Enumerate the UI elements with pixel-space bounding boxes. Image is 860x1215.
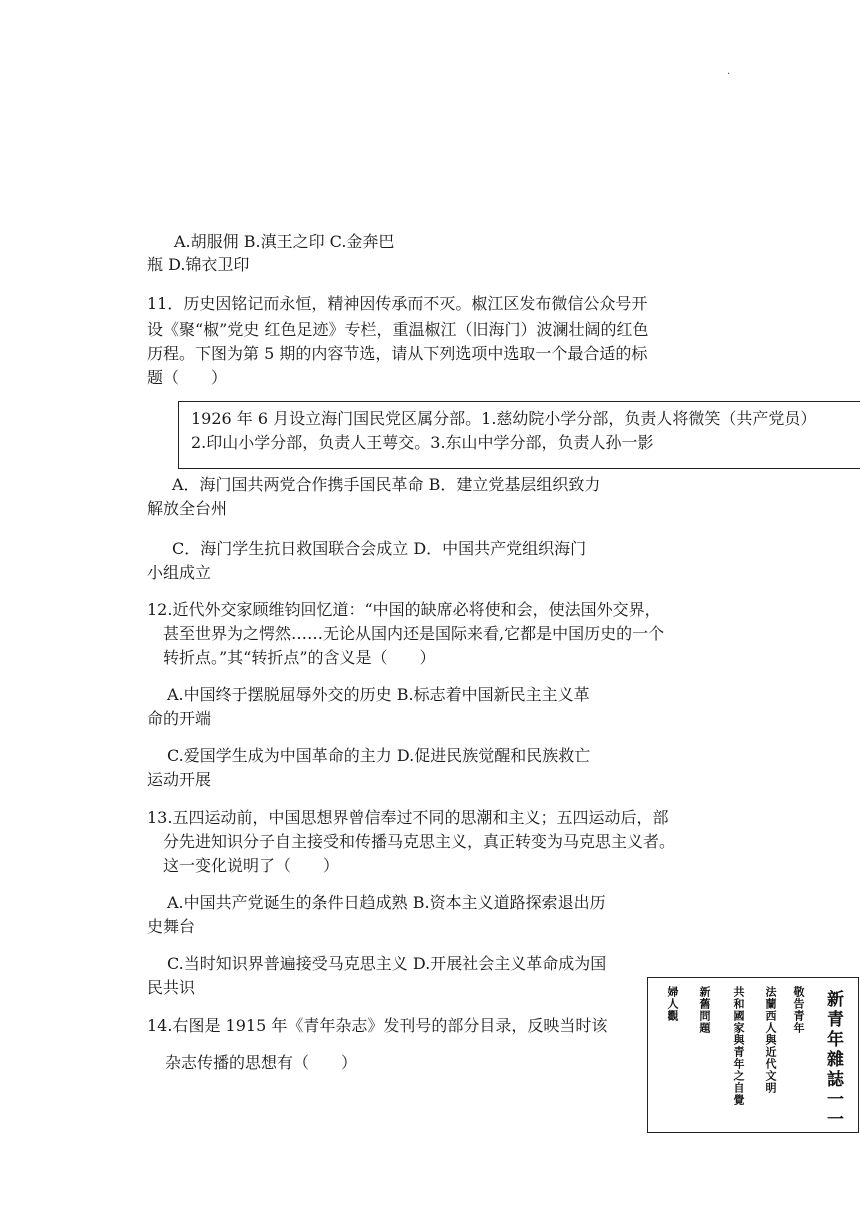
q13-option-line-3: C.当时知识界普遍接受马克思主义 D.开展社会主义革命成为国 xyxy=(167,954,607,973)
q12-stem-line-2: 甚至世界为之愕然……无论从国内还是国际来看,它都是中国历史的一个 xyxy=(163,624,665,643)
q11-option-line-2: 解放全台州 xyxy=(147,499,228,518)
q11-stem-line-3: 历程。下图为第 5 期的内容节选，请从下列选项中选取一个最合适的标 xyxy=(147,344,648,363)
q10-options-line-1: A.胡服佣 B.滇王之印 C.金奔巴 xyxy=(174,232,395,251)
q11-option-line-4: 小组成立 xyxy=(147,563,212,582)
q14-stem-line-1: 14.右图是 1915 年《青年杂志》发刊号的部分目录，反映当时该 xyxy=(147,1016,608,1035)
q12-stem-line-1: 12.近代外交家顾维钧回忆道：“中国的缺席必将使和会，使法国外交界， xyxy=(147,600,661,619)
q11-option-line-1: A．海门国共两党合作携手国民革命 B．建立党基层组织致力 xyxy=(172,475,601,494)
contents-item-5: 婦人觀 xyxy=(666,986,679,1022)
q13-stem-line-3: 这一变化说明了（ ） xyxy=(163,856,340,875)
q13-option-line-4: 民共识 xyxy=(147,978,196,997)
q13-stem-line-2: 分先进知识分子自主接受和传播马克思主义，真正转变为马克思主义者。 xyxy=(163,832,676,851)
q14-stem-line-2: 杂志传播的思想有（ ） xyxy=(165,1053,358,1072)
q12-option-line-2: 命的开端 xyxy=(147,709,212,728)
contents-item-1: 敬告青年 xyxy=(792,986,805,1034)
header-mark: . xyxy=(727,66,731,77)
q11-stem-line-2: 设《聚“椒”党史 红色足迹》专栏，重温椒江（旧海门）波澜壮阔的红色 xyxy=(147,320,649,339)
q11-box-line-1: 1926 年 6 月设立海门国民党区属分部。1.慈幼院小学分部，负责人将微笑（共产党员） xyxy=(191,409,817,428)
q11-stem-line-4: 题（ ） xyxy=(147,368,228,387)
q10-options-line-2: 瓶 D.锦衣卫印 xyxy=(147,255,250,274)
q11-stem-line-1: 11．历史因铭记而永恒，精神因传承而不灭。椒江区发布微信公众号开 xyxy=(147,294,648,313)
q12-option-line-3: C.爱国学生成为中国革命的主力 D.促进民族觉醒和民族救亡 xyxy=(167,746,591,765)
q13-option-line-1: A.中国共产党诞生的条件日趋成熟 B.资本主义道路探索退出历 xyxy=(167,893,606,912)
q11-source-box xyxy=(178,401,860,469)
q11-option-line-3: C．海门学生抗日救国联合会成立 D．中国共产党组织海门 xyxy=(172,539,587,558)
contents-item-2: 法蘭西人與近代文明 xyxy=(764,986,777,1094)
magazine-contents-figure xyxy=(647,977,859,1133)
magazine-title: 新青年雜誌一一 xyxy=(823,990,843,1130)
q12-option-line-4: 运动开展 xyxy=(147,770,212,789)
q12-option-line-1: A.中国终于摆脱屈辱外交的历史 B.标志着中国新民主主义革 xyxy=(167,685,590,704)
q12-stem-line-3: 转折点。”其“转折点”的含义是（ ） xyxy=(163,648,436,667)
q13-stem-line-1: 13.五四运动前，中国思想界曾信奉过不同的思潮和主义；五四运动后，部 xyxy=(147,808,669,827)
contents-item-4: 新舊問題 xyxy=(698,986,711,1034)
q13-option-line-2: 史舞台 xyxy=(147,917,196,936)
q11-box-line-2: 2.印山小学分部，负责人王萼交。3.东山中学分部，负责人孙一影 xyxy=(191,433,654,452)
contents-item-3: 共和國家與青年之自覺 xyxy=(732,986,745,1106)
